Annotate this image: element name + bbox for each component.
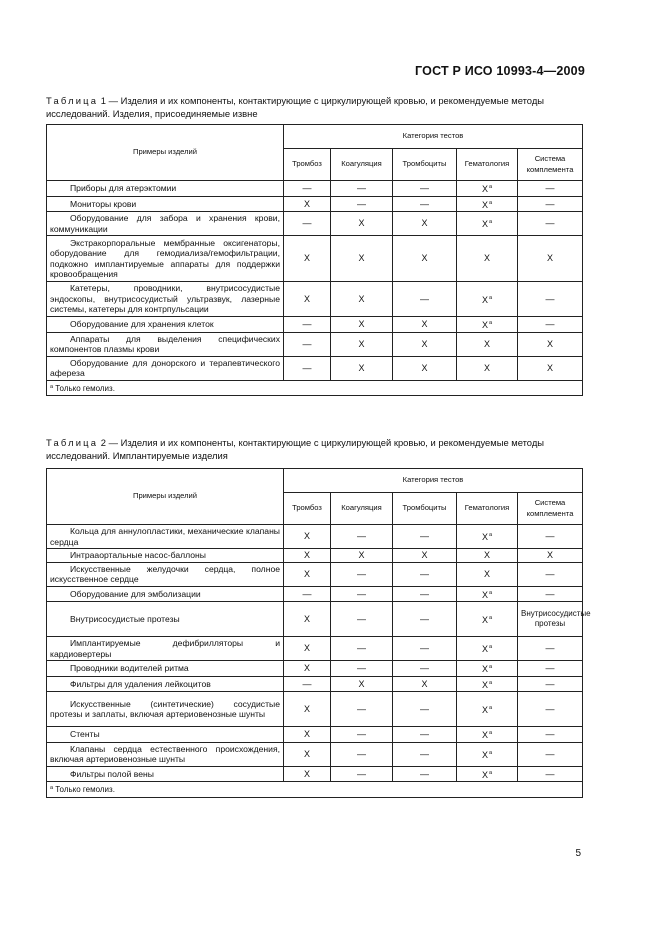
cell-value: X: [358, 253, 365, 264]
row-value-cell: [518, 236, 583, 282]
cell-value: —: [545, 218, 555, 229]
cell-value: —: [357, 703, 366, 714]
cell-value: —: [357, 613, 366, 624]
table-footnote: [47, 782, 583, 798]
row-value-cell: [393, 676, 457, 692]
cell-value: —: [545, 748, 555, 759]
table-row: [47, 661, 583, 677]
footnote-marker: a: [488, 644, 493, 651]
footnote-text: Только гемолиз.: [53, 383, 115, 393]
cell-value: —: [357, 588, 366, 599]
row-device-name: Искусственные (синтетические) сосудистые протезы и заплаты, включая артериовенозные шунты: [47, 692, 284, 727]
cell-value: X: [358, 338, 365, 349]
table-row: [47, 586, 583, 602]
row-value-cell: [518, 317, 583, 333]
cell-value: —: [545, 319, 555, 329]
table-row: [47, 317, 583, 333]
footnote-marker: a: [488, 730, 493, 736]
table1-caption-number: 1: [100, 95, 106, 106]
cell-value: X: [481, 199, 488, 210]
cell-value: X: [481, 532, 488, 543]
row-device-name: Фильтры для удаления лейкоцитов: [47, 676, 284, 692]
row-value-cell: [393, 637, 457, 661]
row-value-cell: [393, 766, 457, 782]
cell-value: X: [358, 293, 365, 304]
cell-value: X: [303, 253, 310, 264]
row-device-name: Мониторы крови: [47, 196, 284, 212]
footnote-marker: a: [488, 199, 493, 206]
cell-value: X: [483, 253, 490, 264]
cell-value: —: [545, 643, 555, 654]
cell-value: —: [420, 613, 429, 624]
table-row: [47, 562, 583, 586]
table-row: [47, 549, 583, 563]
cell-value: —: [357, 768, 366, 779]
page-number: 5: [575, 848, 581, 859]
cell-value: —: [302, 678, 312, 689]
table-row: [47, 196, 583, 212]
table2-body: [47, 525, 591, 798]
row-value-cell: [457, 317, 518, 333]
cell-value: X: [303, 748, 310, 759]
cell-value: —: [420, 531, 429, 542]
cell-value: X: [421, 678, 428, 689]
row-value-cell: [393, 356, 457, 380]
row-value-cell: [331, 692, 393, 727]
row-value-cell: [331, 586, 393, 602]
row-value-cell: [518, 282, 583, 317]
row-value-cell: [518, 586, 583, 602]
cell-value: —: [302, 362, 312, 373]
cell-value: X: [481, 589, 488, 600]
cell-value: X: [303, 550, 310, 560]
row-value-cell: [284, 692, 331, 727]
row-value-cell: [393, 196, 457, 212]
row-value-cell: [457, 661, 518, 677]
row-device-name: Интрааортальные насос-баллоны: [47, 549, 284, 563]
table1-body: [47, 181, 583, 396]
cell-value: X: [481, 184, 488, 194]
row-value-cell: [518, 661, 583, 677]
row-value-cell: [457, 282, 518, 317]
header-coagulation: Коагуляция: [331, 149, 393, 181]
row-value-cell: [393, 236, 457, 282]
row-value-cell: [457, 562, 518, 586]
row-device-name: Имплантируемые дефибрилляторы и кардиовертеры: [47, 637, 284, 661]
cell-value: X: [481, 644, 488, 655]
table-row: [47, 742, 583, 766]
footnote-marker: a: [488, 614, 493, 621]
cell-value: X: [303, 293, 310, 304]
footnote-marker: a: [488, 320, 493, 326]
cell-value: X: [481, 749, 488, 760]
header-thrombosis: Тромбоз: [284, 149, 331, 181]
cell-value: X: [481, 769, 488, 780]
row-value-cell: [331, 525, 393, 549]
cell-value: X: [483, 338, 490, 349]
cell-value: —: [357, 748, 366, 759]
row-value-cell: [393, 602, 457, 637]
row-value-cell: [331, 766, 393, 782]
row-device-name: Фильтры полой вены: [47, 766, 284, 782]
row-value-cell: [284, 661, 331, 677]
table-footnote: [47, 380, 583, 396]
table2-caption-number: 2: [100, 437, 106, 448]
cell-value: —: [420, 663, 429, 673]
table-row: [47, 332, 583, 356]
row-value-cell: [518, 332, 583, 356]
cell-value: —: [420, 729, 429, 739]
row-value-cell: [393, 727, 457, 743]
row-value-cell: [331, 661, 393, 677]
cell-value: X: [358, 218, 365, 229]
cell-value: X: [358, 362, 365, 373]
row-value-cell: [284, 181, 331, 197]
cell-value: —: [420, 568, 429, 579]
table-note-row: [47, 380, 583, 396]
row-value-cell: [393, 742, 457, 766]
row-value-cell: [518, 525, 583, 549]
row-value-cell: [284, 562, 331, 586]
row-value-cell: [457, 692, 518, 727]
cell-value: —: [420, 703, 429, 714]
header-platelets: Тромбоциты: [393, 493, 457, 525]
table1-caption: [46, 95, 588, 120]
row-value-cell: [518, 562, 583, 586]
row-device-name: Клапаны сердца естественного происхождения, включая артериовенозные шунты: [47, 742, 284, 766]
row-value-cell: [457, 525, 518, 549]
cell-value: X: [547, 253, 554, 264]
row-device-name: Искусственные желудочки сердца, полное искусственное сердце: [47, 562, 284, 586]
cell-value: X: [358, 678, 365, 689]
header-complement: Система комплемента: [518, 149, 583, 181]
row-device-name: Экстракорпоральные мембранные оксигенаторы, оборудование для гемодиализа/гемофильтрации, подкожно имплантируемые аппараты для поддержки кровообращения: [47, 236, 284, 282]
footnote-marker: a: [488, 704, 493, 711]
row-value-cell: [331, 356, 393, 380]
cell-value: X: [303, 768, 310, 779]
footnote-marker: a: [488, 219, 493, 226]
footnote-marker: a: [488, 294, 493, 301]
footnote-marker: a: [488, 664, 493, 670]
row-value-cell: [393, 661, 457, 677]
cell-value: X: [421, 550, 428, 560]
table-row: [47, 766, 583, 782]
cell-value: X: [481, 664, 488, 674]
footnote-marker: a: [488, 589, 493, 596]
row-value-cell: [518, 356, 583, 380]
row-value-cell: [331, 742, 393, 766]
row-value-cell: [518, 727, 583, 743]
row-value-cell: [457, 742, 518, 766]
footnote-marker: a: [488, 184, 493, 190]
row-value-cell: [457, 212, 518, 236]
row-value-cell: [331, 196, 393, 212]
cell-value: —: [545, 729, 555, 739]
table1-caption-text: — Изделия и их компоненты, контактирующие с циркулирующей кровью, и рекомендуемые методы исследований. Изделия, присоединяемые извне: [46, 95, 545, 119]
row-value-cell: [331, 317, 393, 333]
row-value-cell: [457, 181, 518, 197]
cell-value: X: [481, 704, 488, 715]
cell-value: —: [545, 183, 555, 193]
cell-value: X: [421, 338, 428, 349]
header-coagulation: Коагуляция: [331, 493, 393, 525]
row-device-name: Внутрисосудистые протезы: [47, 602, 284, 637]
row-value-cell: [284, 727, 331, 743]
cell-value: X: [481, 320, 488, 330]
table2-caption-prefix: Таблица: [46, 437, 99, 448]
cell-value: —: [545, 703, 555, 714]
cell-value: —: [420, 293, 429, 304]
row-value-cell: [393, 181, 457, 197]
header-complement: Система комплемента: [518, 493, 583, 525]
row-value-cell: [518, 676, 583, 692]
header-examples: Примеры изделий: [47, 125, 284, 181]
cell-value: X: [303, 729, 310, 739]
header-thrombosis: Тромбоз: [284, 493, 331, 525]
row-value-cell: [284, 317, 331, 333]
cell-value: X: [421, 319, 428, 329]
row-value-cell: [518, 602, 591, 637]
row-value-cell: [518, 212, 583, 236]
cell-value: —: [302, 588, 312, 599]
row-value-cell: [331, 637, 393, 661]
table-row: [47, 692, 583, 727]
cell-value: —: [545, 678, 555, 689]
table1-caption-prefix: Таблица: [46, 95, 99, 106]
cell-value: X: [481, 614, 488, 625]
cell-value: X: [421, 218, 428, 229]
cell-value: —: [420, 643, 429, 654]
table-row: [47, 181, 583, 197]
header-hematology: Гематология: [457, 493, 518, 525]
table-row: [47, 356, 583, 380]
row-device-name: Проводники водителей ритма: [47, 661, 284, 677]
table-note-row: [47, 782, 583, 798]
row-device-name: Оборудование для донорского и терапевтического афереза: [47, 356, 284, 380]
row-value-cell: [331, 282, 393, 317]
row-device-name: Оборудование для хранения клеток: [47, 317, 284, 333]
table2-caption-text: — Изделия и их компоненты, контактирующие с циркулирующей кровью, и рекомендуемые методы исследований. Имплантируемые изделия: [46, 437, 545, 461]
cell-value: —: [357, 183, 366, 193]
cell-value: X: [481, 294, 488, 305]
row-value-cell: [393, 525, 457, 549]
cell-value: —: [545, 198, 555, 209]
row-value-cell: [457, 356, 518, 380]
row-value-cell: [393, 586, 457, 602]
cell-value: X: [303, 198, 310, 209]
cell-value: X: [547, 550, 554, 560]
footnote-marker: a: [488, 532, 493, 539]
row-device-name: Приборы для атерэктомии: [47, 181, 284, 197]
cell-value: —: [545, 663, 555, 673]
cell-value: —: [357, 729, 366, 739]
row-device-name: Стенты: [47, 727, 284, 743]
header-examples: Примеры изделий: [47, 469, 284, 525]
header-category: Категория тестов: [284, 469, 583, 493]
cell-value: X: [421, 362, 428, 373]
cell-value: —: [302, 183, 312, 193]
row-value-cell: [393, 549, 457, 563]
row-value-cell: [331, 562, 393, 586]
header-category: Категория тестов: [284, 125, 583, 149]
row-value-cell: [457, 549, 518, 563]
row-device-name: Оборудование для забора и хранения крови, коммуникации: [47, 212, 284, 236]
row-value-cell: [284, 586, 331, 602]
table-row: [47, 637, 583, 661]
cell-value: —: [420, 748, 429, 759]
table-row: [47, 727, 583, 743]
row-device-name: Оборудование для эмболизации: [47, 586, 284, 602]
table-row: [47, 212, 583, 236]
row-value-cell: [331, 332, 393, 356]
row-value-cell: [393, 562, 457, 586]
table-row: [47, 282, 583, 317]
footnote-text: Только гемолиз.: [53, 785, 115, 794]
row-value-cell: [457, 236, 518, 282]
cell-value: X: [421, 253, 428, 264]
table-row: [47, 236, 583, 282]
table-row: [47, 676, 583, 692]
cell-value: —: [357, 531, 366, 542]
row-value-cell: [457, 332, 518, 356]
row-value-cell: [393, 212, 457, 236]
cell-value: —: [545, 768, 555, 779]
row-device-name: Кольца для аннулопластики, механические клапаны сердца: [47, 525, 284, 549]
row-value-cell: [331, 212, 393, 236]
row-value-cell: [284, 766, 331, 782]
cell-value: —: [420, 198, 429, 209]
row-value-cell: [518, 766, 583, 782]
cell-value: Внутрисосудистые протезы: [521, 609, 591, 628]
row-value-cell: [331, 181, 393, 197]
header-hematology: Гематология: [457, 149, 518, 181]
row-value-cell: [331, 676, 393, 692]
cell-value: X: [483, 362, 490, 373]
row-value-cell: [393, 282, 457, 317]
row-value-cell: [518, 692, 583, 727]
cell-value: —: [302, 218, 312, 229]
row-value-cell: [457, 766, 518, 782]
cell-value: —: [545, 588, 555, 599]
cell-value: X: [547, 362, 554, 373]
row-value-cell: [393, 332, 457, 356]
row-value-cell: [284, 637, 331, 661]
cell-value: —: [545, 568, 555, 579]
row-value-cell: [284, 602, 331, 637]
cell-value: —: [545, 531, 555, 542]
table2-caption: [46, 437, 588, 462]
cell-value: X: [358, 319, 365, 329]
header-platelets: Тромбоциты: [393, 149, 457, 181]
cell-value: —: [545, 293, 555, 304]
row-value-cell: [457, 727, 518, 743]
cell-value: —: [302, 338, 312, 349]
cell-value: X: [303, 663, 310, 673]
row-value-cell: [331, 549, 393, 563]
row-value-cell: [457, 586, 518, 602]
footnote-marker: a: [50, 383, 54, 390]
row-value-cell: [331, 602, 393, 637]
row-value-cell: [393, 692, 457, 727]
table-row: [47, 525, 583, 549]
row-value-cell: [457, 637, 518, 661]
cell-value: X: [483, 568, 490, 579]
cell-value: X: [303, 643, 310, 654]
row-value-cell: [393, 317, 457, 333]
cell-value: —: [357, 198, 366, 209]
row-value-cell: [284, 549, 331, 563]
row-value-cell: [457, 676, 518, 692]
cell-value: X: [303, 703, 310, 714]
table1: [46, 124, 583, 396]
row-value-cell: [518, 637, 583, 661]
row-value-cell: [518, 549, 583, 563]
cell-value: —: [420, 183, 429, 193]
cell-value: X: [483, 550, 490, 560]
row-device-name: Аппараты для выделения специфических компонентов плазмы крови: [47, 332, 284, 356]
row-value-cell: [331, 727, 393, 743]
row-value-cell: [284, 282, 331, 317]
row-value-cell: [518, 181, 583, 197]
row-value-cell: [284, 742, 331, 766]
footnote-marker: a: [488, 749, 493, 756]
cell-value: —: [302, 319, 312, 329]
row-value-cell: [284, 676, 331, 692]
cell-value: —: [420, 768, 429, 779]
footnote-marker: a: [488, 769, 493, 776]
footnote-marker: a: [488, 679, 493, 686]
cell-value: X: [303, 568, 310, 579]
cell-value: X: [547, 338, 554, 349]
row-value-cell: [284, 356, 331, 380]
cell-value: —: [420, 588, 429, 599]
cell-value: X: [303, 531, 310, 542]
row-value-cell: [518, 742, 583, 766]
cell-value: X: [481, 219, 488, 230]
cell-value: X: [358, 550, 365, 560]
row-value-cell: [457, 602, 518, 637]
cell-value: X: [303, 613, 310, 624]
cell-value: —: [357, 663, 366, 673]
cell-value: —: [357, 643, 366, 654]
row-value-cell: [284, 196, 331, 212]
footnote-marker: a: [50, 785, 54, 791]
row-value-cell: [518, 196, 583, 212]
row-value-cell: [457, 196, 518, 212]
table2: [46, 468, 591, 798]
row-value-cell: [284, 525, 331, 549]
table-row: [47, 602, 583, 637]
row-value-cell: [331, 236, 393, 282]
cell-value: X: [481, 730, 488, 740]
cell-value: —: [357, 568, 366, 579]
row-value-cell: [284, 236, 331, 282]
row-device-name: Катетеры, проводники, внутрисосудистые эндоскопы, внутрисосудистый ультразвук, лазерные системы, катетеры для контрпульсации: [47, 282, 284, 317]
cell-value: X: [481, 679, 488, 690]
document-header: ГОСТ Р ИСО 10993-4—2009: [415, 64, 585, 78]
row-value-cell: [284, 332, 331, 356]
row-value-cell: [284, 212, 331, 236]
